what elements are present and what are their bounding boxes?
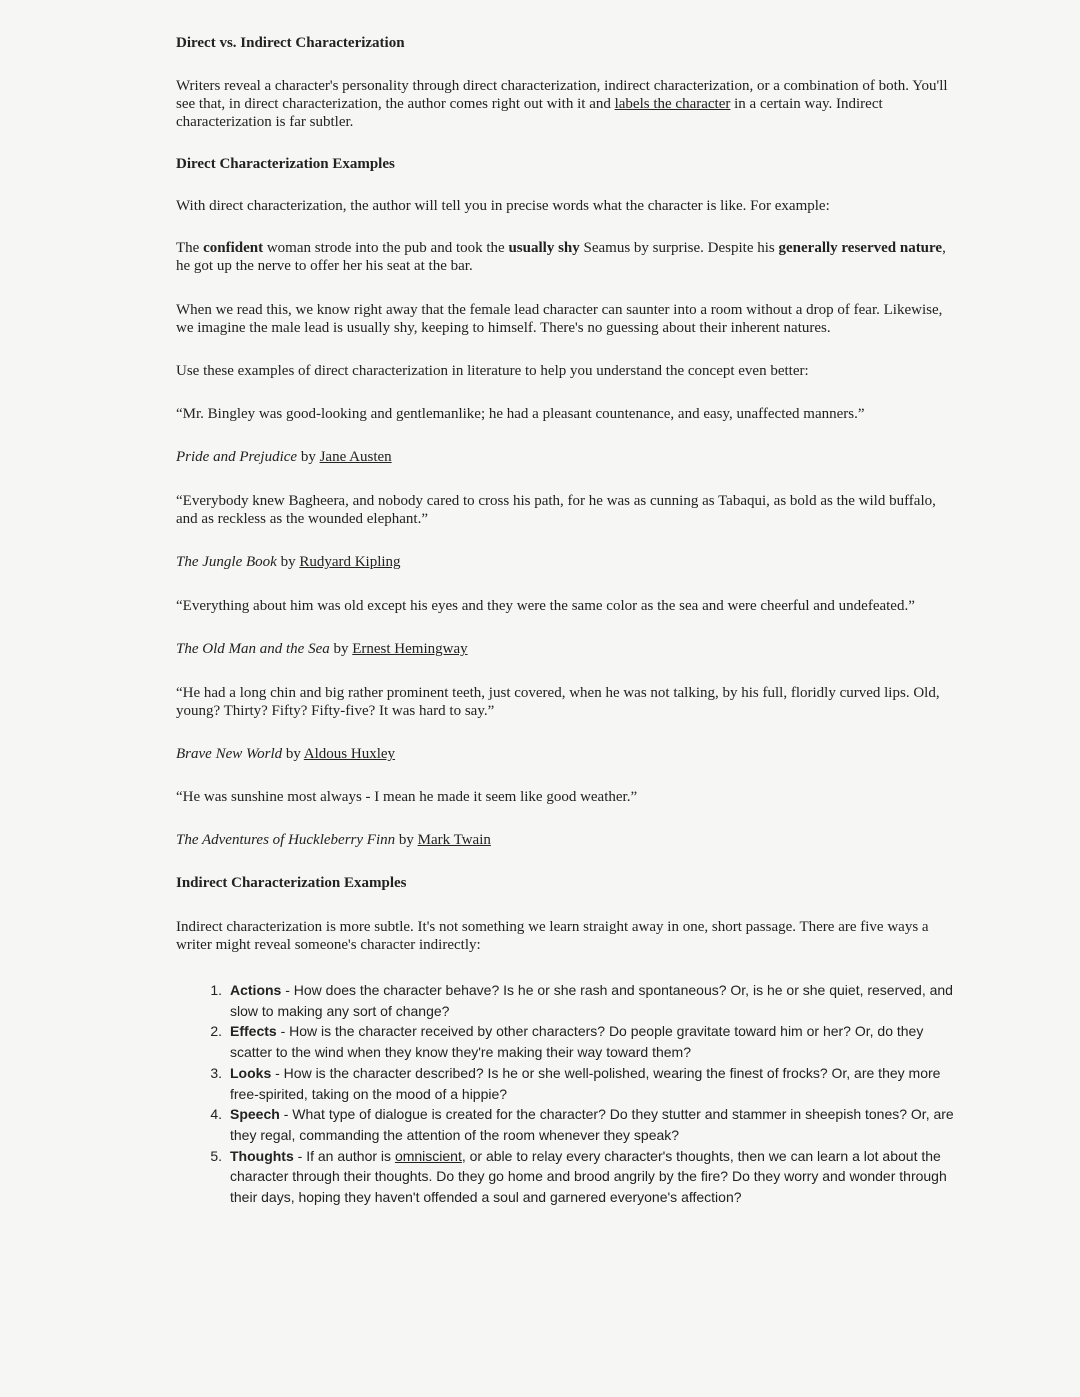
example-paragraph (176, 239, 960, 275)
example-text: , he got up the nerve to offer her his seat at the bar. (176, 240, 946, 274)
list-term: Speech (230, 1106, 280, 1123)
author-link[interactable]: Jane Austen (319, 449, 392, 465)
list-number: 5. (210, 1147, 222, 1164)
by-text: by (329, 641, 353, 657)
list-number: 1. (210, 982, 222, 998)
list-term: Actions (230, 982, 282, 998)
list-number: 4. (210, 1106, 222, 1123)
omniscient-link[interactable]: omniscient (394, 1147, 462, 1164)
book-title: The Old Man and the Sea (176, 641, 330, 657)
list-item (172, 1021, 960, 1062)
list-item-text (230, 1146, 960, 1208)
example-bold-word: usually shy (508, 240, 580, 256)
list-description: - How is the character described? Is he or she well-polished, wearing the finest of frocks? Or, are they more free-spirited, taking on the mood of a hippie? (230, 1064, 941, 1102)
indirect-heading: Indirect Characterization Examples (176, 875, 407, 891)
literature-intro: Use these examples of direct characterization in literature to help you understand the concept even better: (176, 363, 809, 379)
indirect-ways-list (172, 980, 960, 1208)
intro-paragraph (176, 77, 960, 131)
book-title: The Jungle Book (176, 554, 277, 570)
list-item-text (230, 1063, 960, 1104)
author-link[interactable]: Aldous Huxley (303, 746, 396, 762)
list-number: 3. (210, 1064, 222, 1081)
list-term: Effects (230, 1023, 277, 1040)
quote-text: “He was sunshine most always - I mean he made it seem like good weather.” (176, 789, 638, 805)
page-title: Direct vs. Indirect Characterization (176, 35, 405, 51)
list-item (172, 1104, 960, 1145)
book-title: Pride and Prejudice (176, 449, 298, 465)
author-link[interactable]: Rudyard Kipling (299, 554, 401, 570)
list-item (172, 1063, 960, 1104)
quote-text: “Everybody knew Bagheera, and nobody cared to cross his path, for he was as cunning as Tabaqui, as bold as the wild buffalo, and as reckless as the wounded elephant.” (176, 493, 936, 527)
by-text: by (395, 832, 418, 848)
list-description: - How does the character behave? Is he or she rash and spontaneous? Or, is he or she quiet, reserved, and slow to making any sort of change? (230, 982, 953, 1019)
list-item (172, 1146, 960, 1208)
by-text: by (276, 554, 300, 570)
explanation-paragraph: When we read this, we know right away that the female lead character can saunter into a room without a drop of fear. Likewise, we imagine the male lead is usually shy, keeping to himself. There's no guessing about their inherent natures. (176, 302, 943, 336)
example-text: woman strode into the pub and took the (263, 240, 509, 256)
list-item-text (230, 1104, 960, 1145)
list-item-text (230, 980, 960, 1021)
list-term: Thoughts (230, 1147, 294, 1164)
direct-intro: With direct characterization, the author will tell you in precise words what the character is like. For example: (176, 198, 830, 214)
quote-text: “Mr. Bingley was good-looking and gentlemanlike; he had a pleasant countenance, and easy, unaffected manners.” (176, 406, 865, 422)
example-text: Seamus by surprise. Despite his (579, 240, 779, 256)
quote-citation (176, 553, 960, 571)
list-number: 2. (210, 1023, 222, 1040)
example-bold-word: confident (203, 240, 264, 256)
quote-text: “Everything about him was old except his eyes and they were the same color as the sea and were cheerful and undefeated.” (176, 598, 915, 614)
example-bold-word: generally reserved nature (778, 240, 943, 256)
list-description: , or able to relay every character's thoughts, then we can learn a lot about the character through their thoughts. Do they go home and brood angrily by the fire? Do they worry and wonder through their days, hoping they haven't offended a soul and garnered everyone's affection? (230, 1147, 947, 1206)
quote-text: “He had a long chin and big rather prominent teeth, just covered, when he was not talking, by his full, floridly curved lips. Old, young? Thirty? Fifty? Fifty-five? It was hard to say.” (176, 685, 940, 719)
intro-text: Writers reveal a character's personality through direct characterization, indirect characterization, or a combination of both. You'll see that, in direct characterization, the author comes right out with it and (176, 78, 948, 112)
indirect-intro: Indirect characterization is more subtle. It's not something we learn straight away in one, short passage. There are five ways a writer might reveal someone's character indirectly: (176, 919, 929, 953)
list-description: - How is the character received by other characters? Do people gravitate toward him or her? Or, do they scatter to the wind when they know they're making their way toward them? (230, 1023, 924, 1061)
by-text: by (282, 746, 304, 762)
direct-heading: Direct Characterization Examples (176, 156, 395, 172)
list-term: Looks (230, 1064, 272, 1081)
list-item-text (230, 1021, 960, 1062)
example-text: The (176, 240, 204, 256)
labels-the-character-link[interactable]: labels the character (614, 96, 731, 112)
book-title: Brave New World (176, 746, 283, 762)
quote-citation (176, 831, 960, 849)
intro-text-end: in a certain way. Indirect characterization is far subtler. (176, 96, 883, 130)
quote-citation (176, 640, 960, 658)
quote-citation (176, 745, 960, 763)
book-title: The Adventures of Huckleberry Finn (176, 832, 396, 848)
author-link[interactable]: Mark Twain (417, 832, 491, 848)
list-item (172, 980, 960, 1021)
author-link[interactable]: Ernest Hemingway (352, 641, 468, 657)
quote-citation (176, 448, 960, 466)
by-text: by (297, 449, 320, 465)
list-description: - If an author is (293, 1147, 395, 1164)
list-description: - What type of dialogue is created for the character? Do they stutter and stammer in sheepish tones? Or, are they regal, commanding the attention of the room whenever they speak? (230, 1106, 954, 1143)
